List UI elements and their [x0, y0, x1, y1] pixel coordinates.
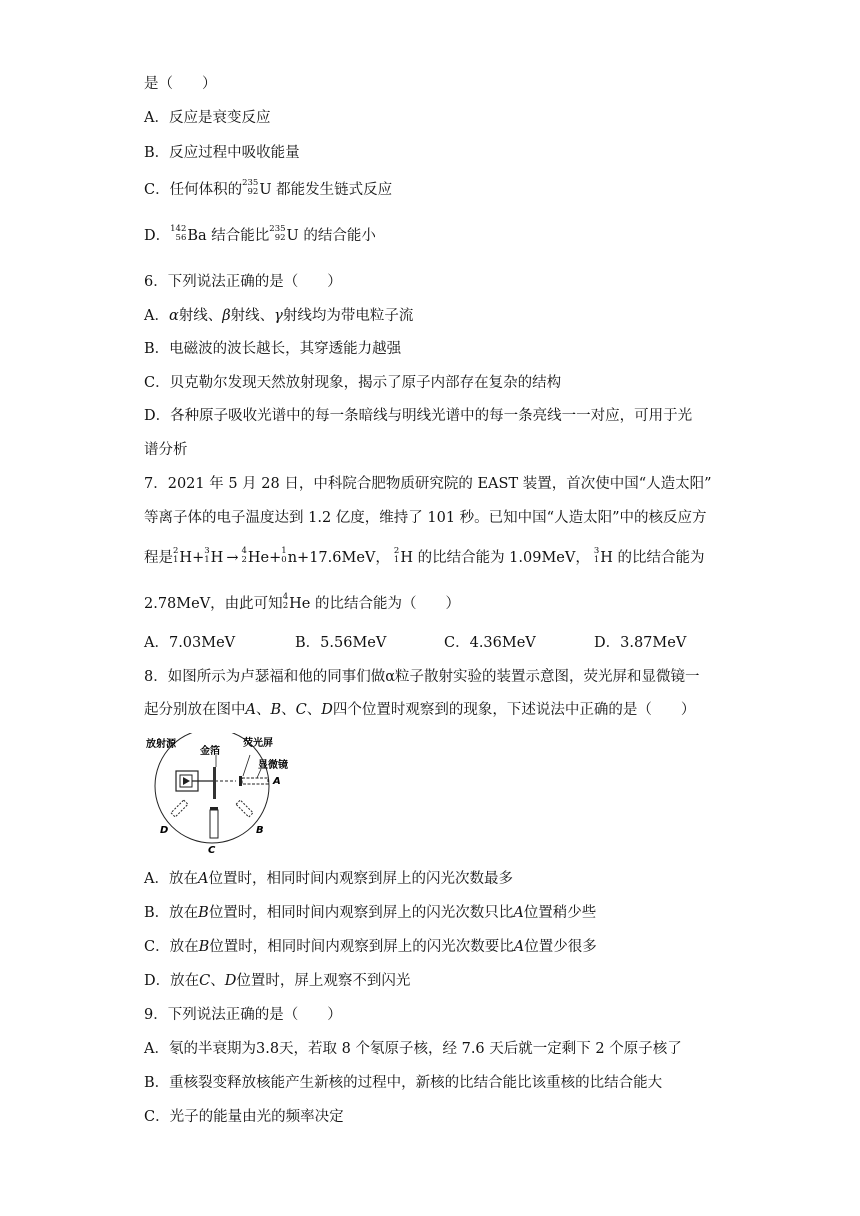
q6-option-c: C．贝克勒尔发现天然放射现象，揭示了原子内部存在复杂的结构: [144, 375, 562, 391]
label-screen: 荧光屏: [243, 738, 273, 749]
u235-isotope-label: 235 92: [242, 178, 259, 197]
q7-option-b: B．5.56MeV: [295, 635, 387, 651]
q7-option-d: D．3.87MeV: [594, 635, 687, 651]
q7-option-a: A．7.03MeV: [144, 635, 236, 651]
microscope-at-b: [236, 800, 253, 817]
label-position-b: B: [256, 825, 264, 836]
ba142-isotope-label: 142 56: [170, 224, 187, 243]
q9-option-a: A．氡的半衰期为3.8天，若取 8 个氡原子核，经 7.6 天后就一定剩下 2 个原子核了: [144, 1041, 682, 1057]
q8-option-d: D．放在C、D位置时，屏上观察不到闪光: [144, 973, 411, 989]
q9-option-c: C．光子的能量由光的频率决定: [144, 1109, 344, 1125]
q9-option-b: B．重核裂变释放核能产生新核的过程中，新核的比结合能比该重核的比结合能大: [144, 1075, 663, 1091]
q5-stem-tail: 是（ ）: [144, 76, 217, 92]
microscope-at-a: [242, 778, 268, 784]
q6-option-a: A．α射线、β射线、γ射线均为带电粒子流: [144, 308, 414, 324]
q8-option-a: A．放在A位置时，相同时间内观察到屏上的闪光次数最多: [144, 871, 513, 887]
q9-stem: 9．下列说法正确的是（ ）: [144, 1007, 342, 1023]
label-position-a: A: [273, 776, 281, 787]
label-position-c: C: [208, 845, 216, 856]
label-foil: 金箔: [200, 746, 220, 757]
q6-option-d-line2: 谱分析: [144, 442, 188, 458]
gold-foil: [213, 767, 216, 799]
label-source: 放射源: [146, 739, 176, 750]
label-position-d: D: [160, 825, 169, 836]
microscope-at-d: [171, 800, 188, 817]
screen-leader-line: [243, 755, 250, 776]
q7-stem-line4: 2.78MeV，由此可知 4 2 He 的比结合能为（ ）: [144, 592, 460, 612]
q7-stem-line2: 等离子体的电子温度达到 1.2 亿度，维持了 101 秒。已知中国“人造太阳”中的核反应方: [144, 510, 707, 526]
q8-stem-line2: 起分别放在图中A、B、C、D四个位置时观察到的现象，下述说法中正确的是（ ）: [144, 702, 696, 718]
q6-option-d-line1: D．各种原子吸收光谱中的每一条暗线与明线光谱中的每一条亮线一一对应，可用于光: [144, 408, 693, 424]
q5-option-d: D． 142 56 Ba 结合能比 235 92 U 的结合能小: [144, 224, 376, 244]
alpha-scattering-diagram: [140, 733, 290, 857]
q5-option-b: B．反应过程中吸收能量: [144, 145, 300, 161]
q6-option-b: B．电磁波的波长越长，其穿透能力越强: [144, 341, 402, 357]
q8-option-b: B．放在B位置时，相同时间内观察到屏上的闪光次数只比A位置稍少些: [144, 905, 597, 921]
q6-stem: 6．下列说法正确的是（ ）: [144, 274, 342, 290]
q7-stem-line1: 7．2021 年 5 月 28 日，中科院合肥物质研究院的 EAST 装置，首次使中国“人造太阳”: [144, 476, 712, 492]
q7-option-c: C．4.36MeV: [444, 635, 536, 651]
q8-stem-line1: 8．如图所示为卢瑟福和他的同事们做α粒子散射实验的装置示意图，荧光屏和显微镜一: [144, 669, 700, 685]
q7-stem-line3: 程是 2 1 H+ 3 1 H → 4 2 He+ 1 0 n+17.6MeV， 2 1 H 的比结合能为 1.09MeV， 3 1 H 的比结合能为: [144, 546, 705, 566]
label-microscope: 显微镜: [258, 760, 288, 771]
microscope-at-c: [210, 810, 218, 838]
q5-option-a: A．反应是衰变反应: [144, 110, 271, 126]
q5-option-c: C．任何体积的 235 92 U 都能发生链式反应: [144, 178, 393, 198]
q8-option-c: C．放在B位置时，相同时间内观察到屏上的闪光次数要比A位置少很多: [144, 939, 597, 955]
